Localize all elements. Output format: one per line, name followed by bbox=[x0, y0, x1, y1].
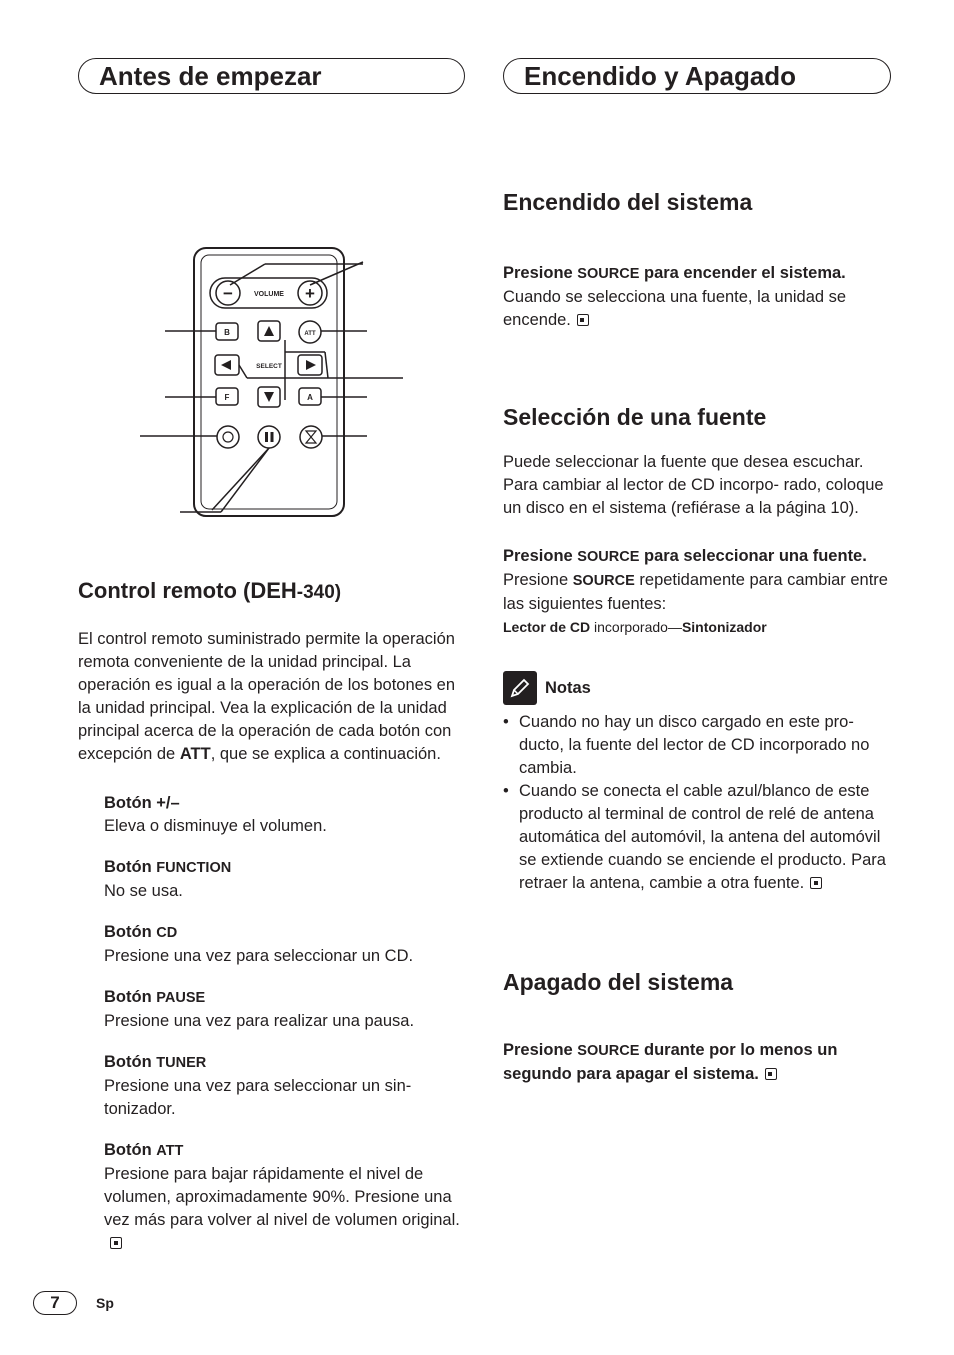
remote-title-model: -340) bbox=[296, 582, 342, 603]
button-item bbox=[104, 1139, 464, 1255]
note-text: Cuando no hay un disco cargado en este pro- ducto, la fuente del lector de CD incorporado no cambia. bbox=[519, 713, 870, 777]
remote-intro-pre: El control remoto suministrado permite la operación remota conveniente de la unidad principal. La operación es igual a la operación de los botones en la unidad principal. Vea la explicación de la unidad principal acerca de la operación de cada botón con excepción de bbox=[78, 630, 456, 763]
button-desc: Presione una vez para seleccionar un CD. bbox=[104, 947, 414, 965]
down-arrow-icon bbox=[264, 392, 274, 402]
remote-select-label: SELECT bbox=[256, 363, 282, 370]
power-on-body bbox=[503, 286, 893, 332]
body2-post: repetidamente para cambiar entre las siguientes fuentes: bbox=[503, 571, 888, 613]
source-select-title: Selección de una fuente bbox=[503, 404, 767, 430]
instr-pre: Presione bbox=[503, 547, 578, 565]
end-mark-icon bbox=[577, 314, 589, 326]
button-list bbox=[104, 792, 464, 1255]
button-prefix: Botón bbox=[104, 794, 152, 812]
bullet-glyph: • bbox=[503, 782, 509, 800]
up-arrow-icon bbox=[264, 326, 274, 336]
remote-intro-att: ATT bbox=[179, 745, 211, 763]
button-prefix: Botón bbox=[104, 988, 152, 1006]
language-code: Sp bbox=[96, 1295, 114, 1311]
remote-minus-glyph: − bbox=[223, 284, 233, 303]
header-right-title-text: Encendido y Apagado bbox=[524, 60, 797, 91]
notes-title: Notas bbox=[545, 678, 591, 697]
button-prefix: Botón bbox=[104, 1053, 152, 1071]
instr-post: durante por lo menos un segundo para apagar el sistema. bbox=[503, 1041, 838, 1083]
left-arrow-icon bbox=[221, 360, 231, 370]
page-number: 7 bbox=[50, 1293, 60, 1312]
pencil-icon bbox=[503, 671, 537, 705]
power-icon bbox=[223, 432, 233, 442]
button-prefix: Botón bbox=[104, 1141, 152, 1159]
remote-title-main: Control remoto (DEH bbox=[78, 578, 297, 603]
power-on-instruction bbox=[503, 262, 893, 286]
source-select-body: Puede seleccionar la fuente que desea escuchar. Para cambiar al lector de CD incorpo- rado, coloque un disco en el sistema (refiérase a la página 10). bbox=[503, 453, 884, 517]
button-prefix: Botón bbox=[104, 923, 152, 941]
source-cd: Lector de CD bbox=[503, 619, 591, 635]
page-number-badge bbox=[33, 1291, 77, 1315]
button-desc: Presione una vez para realizar una pausa. bbox=[104, 1012, 415, 1030]
button-name: CD bbox=[156, 925, 178, 941]
remote-a-label: A bbox=[307, 393, 313, 402]
button-desc: Eleva o disminuye el volumen. bbox=[104, 817, 327, 835]
source-cd-suffix: incorporado bbox=[590, 619, 668, 635]
bullet-glyph: • bbox=[503, 713, 509, 731]
instr-post: para seleccionar una fuente. bbox=[639, 547, 867, 565]
power-off-instruction bbox=[503, 1039, 893, 1086]
remote-b-label: B bbox=[224, 328, 230, 337]
button-item bbox=[104, 1051, 464, 1121]
instr-post: para encender el sistema. bbox=[639, 264, 846, 282]
source-cycle bbox=[503, 616, 893, 639]
button-name: ATT bbox=[156, 1143, 184, 1159]
button-item bbox=[104, 921, 464, 968]
notes-header bbox=[503, 671, 893, 705]
right-column bbox=[503, 189, 893, 1086]
instr-pre: Presione bbox=[503, 264, 578, 282]
header-left-title bbox=[78, 58, 465, 94]
remote-intro-paragraph bbox=[78, 628, 468, 766]
button-desc: Presione una vez para seleccionar un sin- tonizador. bbox=[104, 1077, 412, 1118]
button-name: +/– bbox=[156, 794, 180, 812]
right-arrow-icon bbox=[306, 360, 316, 370]
header-left-title-text: Antes de empezar bbox=[99, 60, 322, 91]
source-key: SOURCE bbox=[577, 549, 640, 565]
remote-volume-label: VOLUME bbox=[254, 291, 284, 298]
remote-f-label: F bbox=[224, 393, 230, 402]
source-dash: — bbox=[667, 619, 682, 635]
note-item bbox=[503, 780, 893, 895]
power-on-body-text: Cuando se selecciona una fuente, la unidad se encende. bbox=[503, 288, 847, 329]
end-mark-icon bbox=[110, 1237, 122, 1249]
instr-pre: Presione bbox=[503, 1041, 578, 1059]
source-key: SOURCE bbox=[577, 266, 640, 282]
button-item bbox=[104, 986, 464, 1033]
remote-att-label: ATT bbox=[304, 331, 316, 337]
note-item bbox=[503, 711, 893, 780]
button-desc: Presione para bajar rápidamente el nivel de volumen, aproximadamente 90%. Presione una vez más para volver al nivel de volumen original. bbox=[104, 1165, 460, 1229]
source-key: SOURCE bbox=[577, 1043, 640, 1059]
note-text: Cuando se conecta el cable azul/blanco de este producto al terminal de control de relé de antena automática del automóvil, la antena del automóvil se extiende cuando se enciende el producto. Para retraer la antena, cambie a otra fuente. bbox=[519, 782, 886, 892]
remote-plus-glyph: + bbox=[305, 284, 315, 303]
button-item bbox=[104, 856, 464, 903]
power-on-title: Encendido del sistema bbox=[503, 189, 753, 215]
left-column bbox=[78, 578, 468, 1273]
end-mark-icon bbox=[765, 1068, 777, 1080]
header-right-title bbox=[503, 58, 891, 94]
power-off-title: Apagado del sistema bbox=[503, 969, 734, 995]
remote-section-title bbox=[78, 578, 468, 604]
button-name: PAUSE bbox=[156, 990, 206, 1006]
remote-control-illustration bbox=[135, 240, 410, 520]
button-name: FUNCTION bbox=[156, 860, 232, 876]
button-name: TUNER bbox=[156, 1055, 207, 1071]
source-select-body2 bbox=[503, 569, 893, 616]
button-desc: No se usa. bbox=[104, 882, 183, 900]
end-mark-icon bbox=[810, 877, 822, 889]
body2-pre: Presione bbox=[503, 571, 573, 589]
remote-intro-post: , que se explica a continuación. bbox=[210, 745, 441, 763]
button-prefix: Botón bbox=[104, 858, 152, 876]
source-select-instruction bbox=[503, 545, 893, 569]
source-tuner: Sintonizador bbox=[681, 619, 767, 635]
pause-icon bbox=[265, 432, 268, 442]
notes-list bbox=[503, 711, 893, 895]
tuner-icon bbox=[306, 431, 316, 443]
button-item bbox=[104, 792, 464, 838]
source-key: SOURCE bbox=[572, 573, 635, 589]
